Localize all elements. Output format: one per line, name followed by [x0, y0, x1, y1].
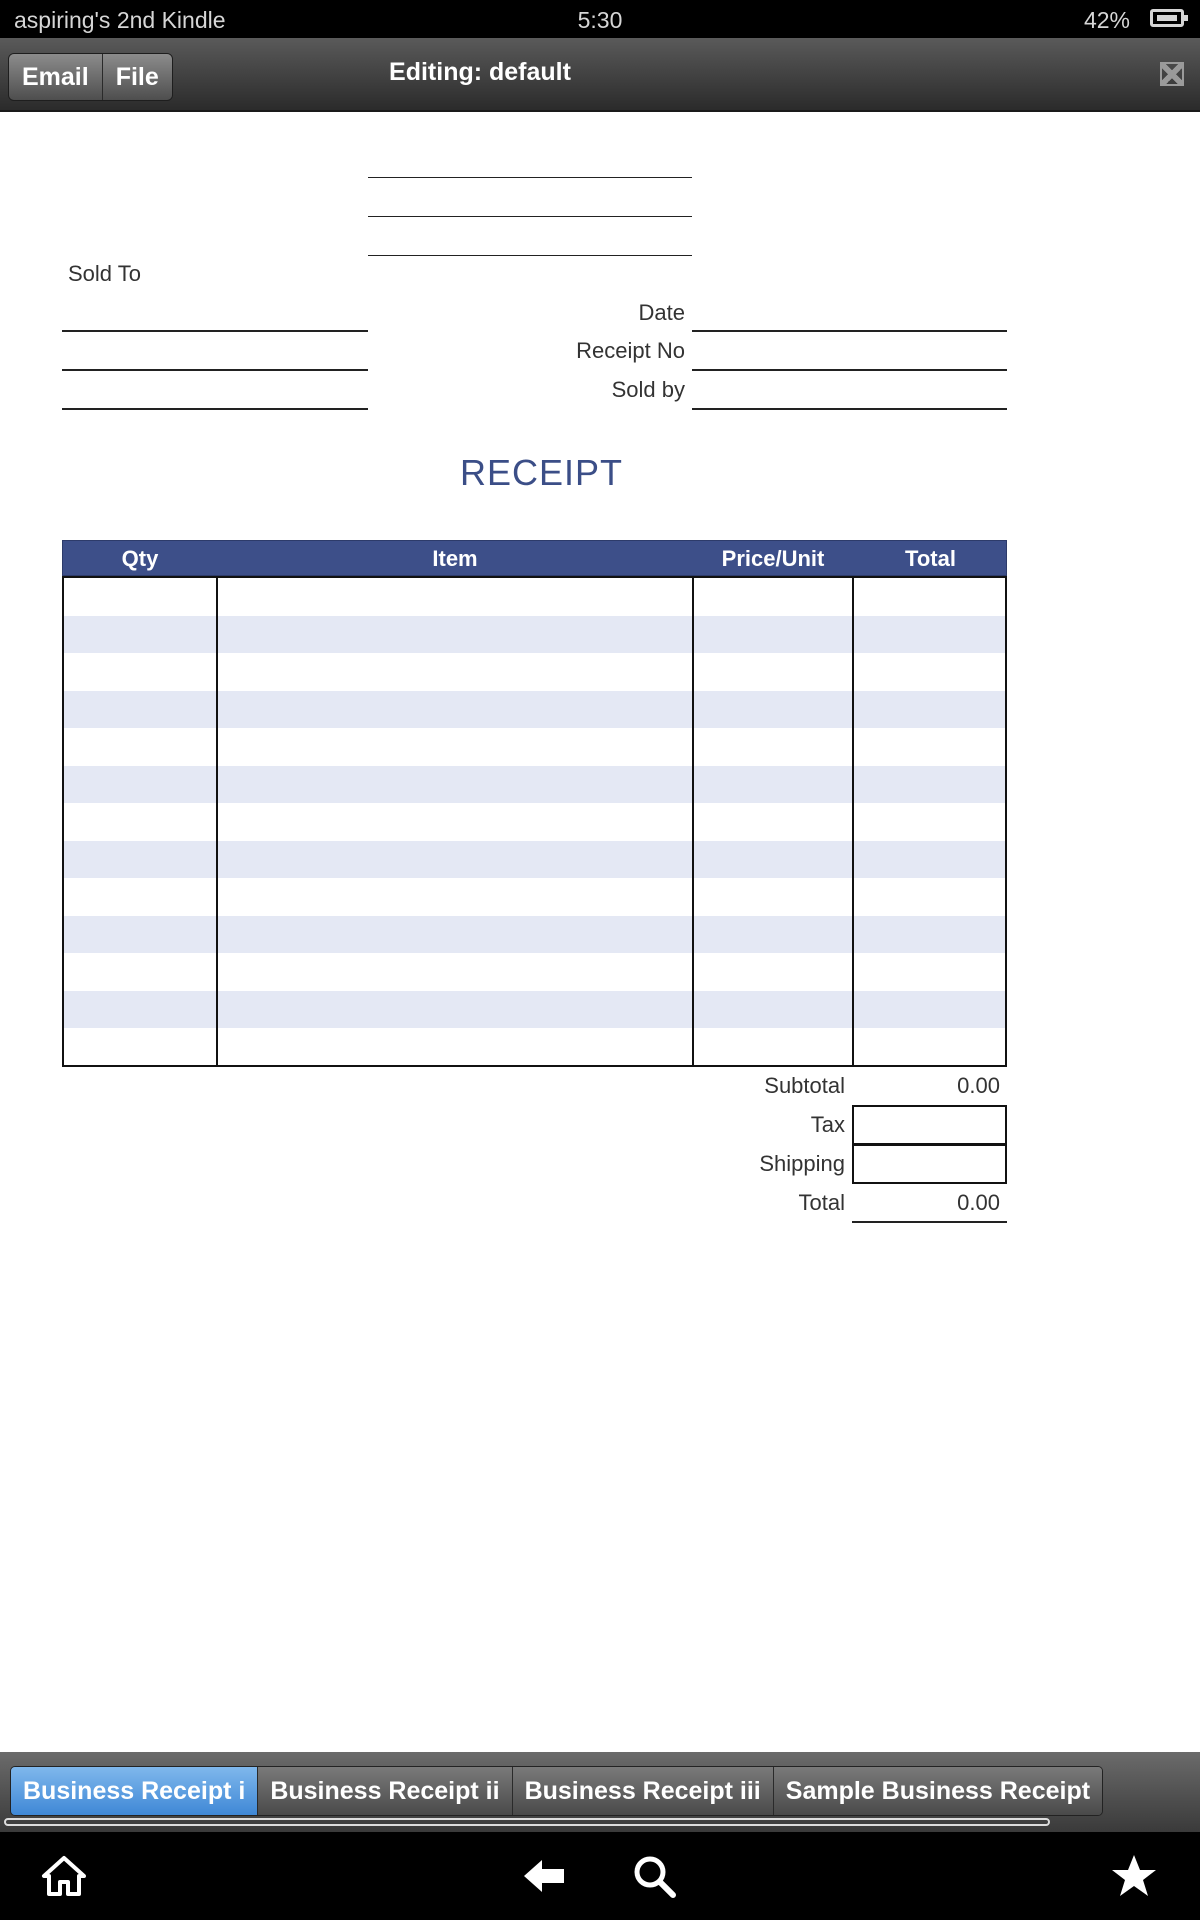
sold-by-field[interactable]	[692, 408, 1007, 410]
table-row[interactable]	[64, 766, 1005, 804]
battery-icon	[1150, 9, 1184, 27]
column-divider	[692, 578, 694, 1065]
subtotal-label: Subtotal	[764, 1073, 845, 1098]
star-icon[interactable]	[1110, 1852, 1158, 1900]
table-row[interactable]	[64, 991, 1005, 1029]
bottom-nav-bar	[0, 1832, 1200, 1920]
column-item: Item	[432, 546, 478, 571]
page-title: Editing: default	[389, 58, 571, 86]
date-field[interactable]	[692, 330, 1007, 332]
device-name: aspiring's 2nd Kindle	[14, 7, 226, 33]
total-value: 0.00	[957, 1190, 1000, 1215]
items-table	[62, 576, 1007, 1067]
sheet-tabs	[10, 1766, 1103, 1816]
company-line-2[interactable]	[368, 216, 692, 217]
status-bar	[0, 0, 1200, 38]
table-row[interactable]	[64, 803, 1005, 841]
table-row[interactable]	[64, 578, 1005, 616]
clock: 5:30	[577, 7, 623, 33]
sold-to-label: Sold To	[68, 261, 141, 286]
column-qty: Qty	[121, 546, 159, 571]
grid-icon[interactable]	[1160, 62, 1184, 86]
column-divider	[852, 578, 854, 1065]
sheet-tab-bar	[0, 1752, 1200, 1832]
receipt-no-field[interactable]	[692, 369, 1007, 371]
tax-label: Tax	[810, 1112, 845, 1137]
company-line-1[interactable]	[368, 177, 692, 178]
receipt-heading: RECEIPT	[460, 452, 624, 493]
column-total: Total	[905, 546, 956, 571]
table-row[interactable]	[64, 728, 1005, 766]
email-button[interactable]: Email	[9, 54, 103, 100]
table-row[interactable]	[64, 691, 1005, 729]
tab-business-receipt-i[interactable]: Business Receipt i	[11, 1767, 258, 1815]
battery-percent: 42%	[1083, 7, 1130, 33]
table-row[interactable]	[64, 1028, 1005, 1066]
receipt-no-label: Receipt No	[576, 338, 685, 363]
column-divider	[216, 578, 218, 1065]
total-underline	[852, 1221, 1007, 1223]
table-row[interactable]	[64, 616, 1005, 654]
company-line-3[interactable]	[368, 255, 692, 256]
table-row[interactable]	[64, 653, 1005, 691]
home-icon[interactable]	[40, 1852, 88, 1900]
table-row[interactable]	[64, 953, 1005, 991]
tax-field[interactable]	[852, 1105, 1007, 1145]
tab-business-receipt-iii[interactable]: Business Receipt iii	[513, 1767, 774, 1815]
sold-to-line-3[interactable]	[62, 408, 368, 410]
table-row[interactable]	[64, 878, 1005, 916]
shipping-label: Shipping	[759, 1151, 845, 1176]
tab-scrollbar[interactable]	[4, 1818, 1050, 1826]
date-label: Date	[638, 300, 685, 325]
back-icon[interactable]	[520, 1852, 568, 1900]
sold-by-label: Sold by	[611, 377, 685, 402]
table-row[interactable]	[64, 841, 1005, 879]
shipping-field[interactable]	[852, 1144, 1007, 1184]
tab-business-receipt-ii[interactable]: Business Receipt ii	[258, 1767, 512, 1815]
search-icon[interactable]	[630, 1852, 678, 1900]
file-button[interactable]: File	[103, 54, 172, 100]
total-label: Total	[798, 1190, 845, 1215]
tab-sample-business-receipt[interactable]: Sample Business Receipt	[774, 1767, 1102, 1815]
table-row[interactable]	[64, 916, 1005, 954]
sold-to-line-1[interactable]	[62, 330, 368, 332]
sold-to-line-2[interactable]	[62, 369, 368, 371]
table-header	[62, 540, 1007, 576]
subtotal-value: 0.00	[957, 1073, 1000, 1098]
column-price-unit: Price/Unit	[721, 546, 825, 571]
app-toolbar	[0, 38, 1200, 112]
